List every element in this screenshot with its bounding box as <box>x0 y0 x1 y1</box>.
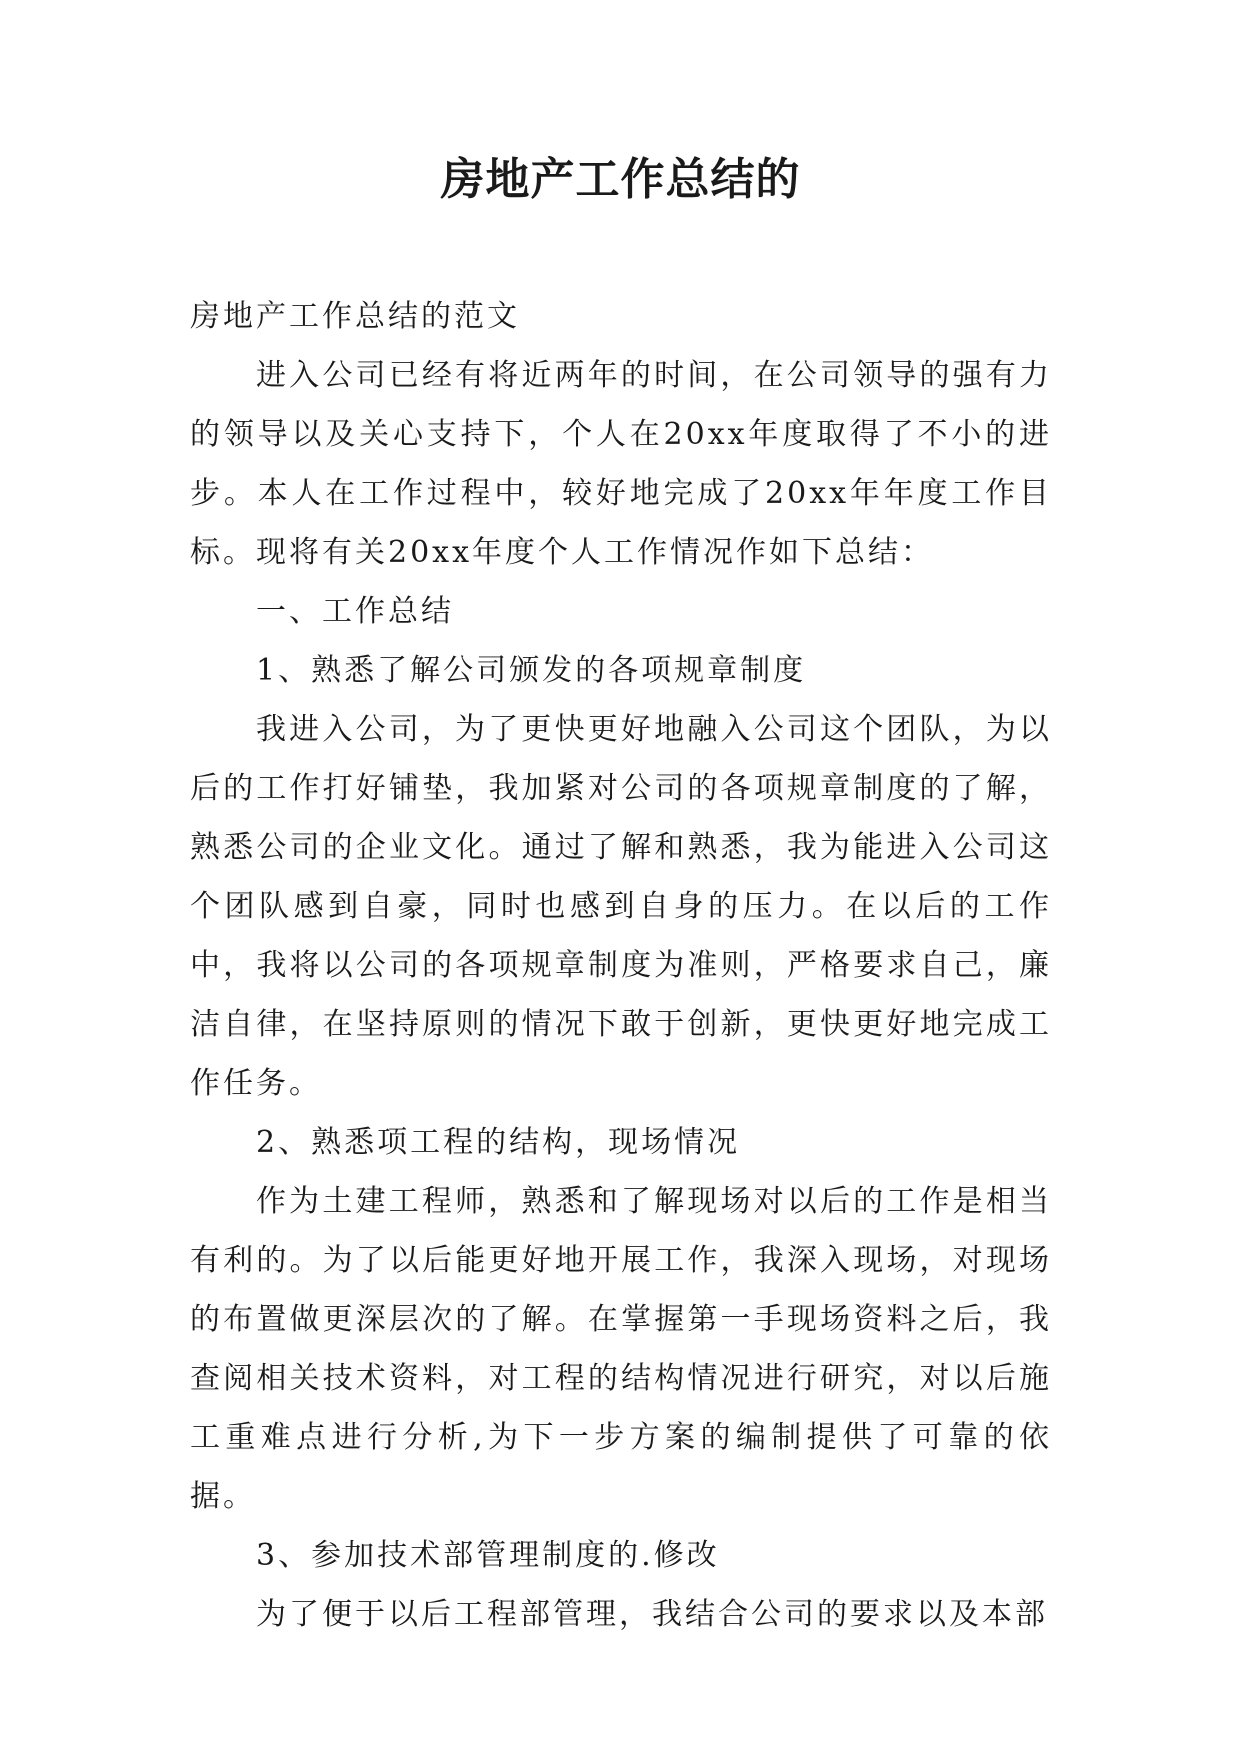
document-title: 房地产工作总结的 <box>440 154 801 205</box>
subsection-heading-3: 3、参加技术部管理制度的.修改 <box>256 1538 720 1573</box>
subsection-heading-2: 2、熟悉项工程的结构，现场情况 <box>256 1125 741 1160</box>
subsection-heading-1: 1、熟悉了解公司颁发的各项规章制度 <box>256 653 807 688</box>
paragraph-intro: 进入公司已经有将近两年的时间，在公司领导的强有力的领导以及关心支持下，个人在20xx年度取得了不小的进步。本人在工作过程中，较好地完成了20xx年年度工作目标。现将有关20xx年度个人工作情况作如下总结： <box>190 358 1052 570</box>
paragraph-regulations: 我进入公司，为了更快更好地融入公司这个团队，为以后的工作打好铺垫，我加紧对公司的各项规章制度的了解，熟悉公司的企业文化。通过了解和熟悉，我为能进入公司这个团队感到自豪，同时也感到自身的压力。在以后的工作中，我将以公司的各项规章制度为准则，严格要求自己，廉洁自律，在坚持原则的情况下敢于创新，更快更好地完成工作任务。 <box>190 712 1052 1101</box>
document-body <box>190 287 1052 1644</box>
paragraph-site: 作为土建工程师，熟悉和了解现场对以后的工作是相当有利的。为了以后能更好地开展工作，我深入现场，对现场的布置做更深层次的了解。在掌握第一手现场资料之后，我查阅相关技术资料，对工程的结构情况进行研究，对以后施工重难点进行分析,为下一步方案的编制提供了可靠的依据。 <box>190 1184 1052 1514</box>
paragraph-management: 为了便于以后工程部管理，我结合公司的要求以及本部 <box>256 1597 1048 1632</box>
section-heading-work-summary: 一、工作总结 <box>256 594 454 629</box>
document-subtitle: 房地产工作总结的范文 <box>190 299 520 334</box>
